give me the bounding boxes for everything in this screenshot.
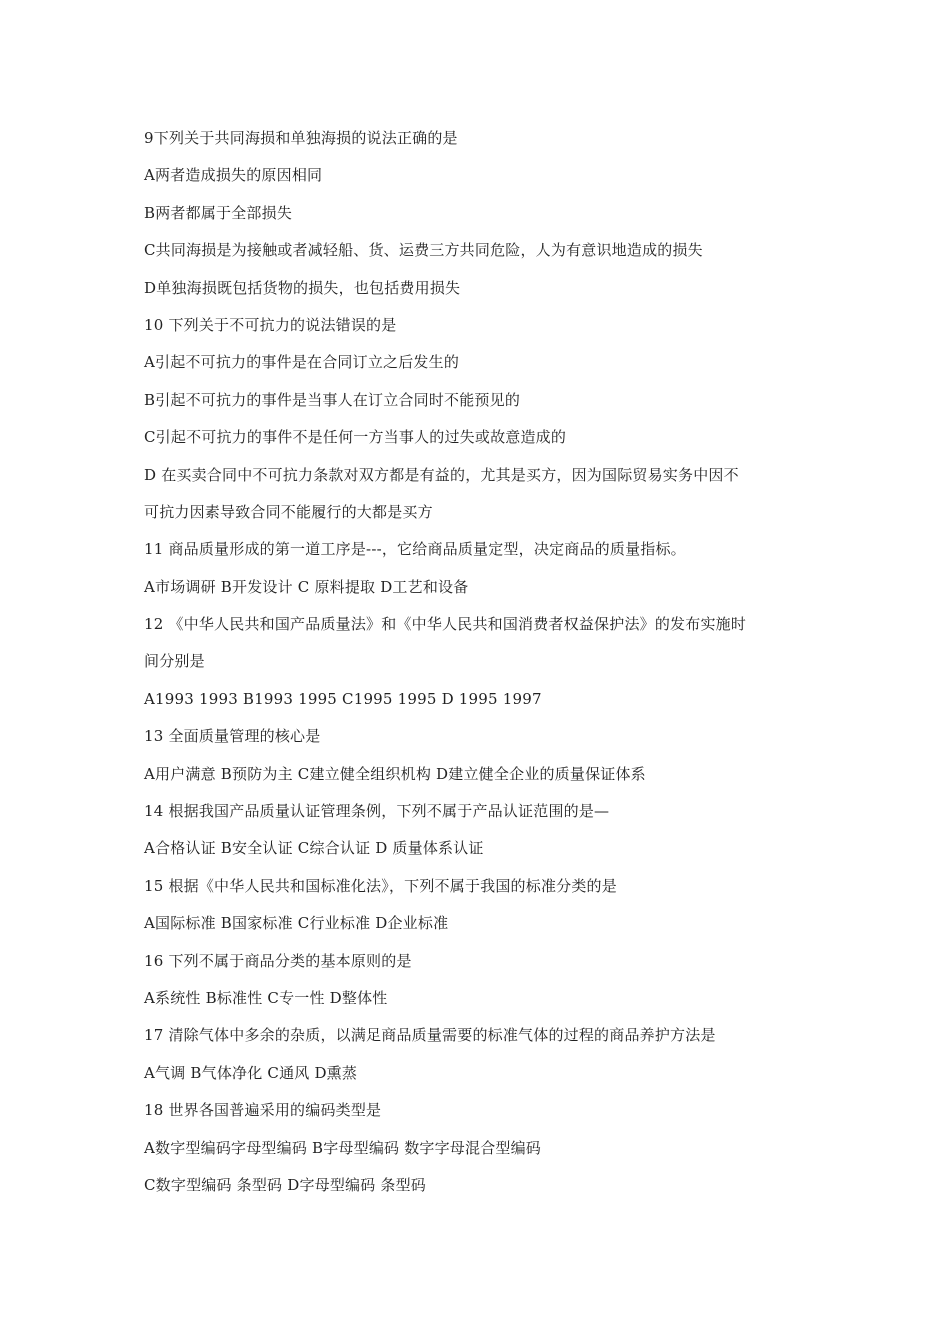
question-10-stem: 10 下列关于不可抗力的说法错误的是 [144, 315, 397, 334]
question-11-options: A市场调研 B开发设计 C 原料提取 D工艺和设备 [144, 577, 469, 596]
question-17-options: A气调 B气体净化 C通风 D熏蒸 [144, 1063, 358, 1082]
question-10-option-a: A引起不可抗力的事件是在合同订立之后发生的 [144, 353, 460, 372]
question-13-options: A用户满意 B预防为主 C建立健全组织机构 D建立健全企业的质量保证体系 [144, 764, 646, 783]
question-9-stem: 9下列关于共同海损和单独海损的说法正确的是 [144, 129, 458, 147]
question-10-option-d: D 在买卖合同中不可抗力条款对双方都是有益的，尤其是买方，因为国际贸易实务中因不 [144, 465, 739, 484]
question-10-option-b: B引起不可抗力的事件是当事人在订立合同时不能预见的 [144, 390, 521, 409]
document-body [144, 125, 824, 1209]
question-9-option-c: C共同海损是为接触或者减轻船、货、运费三方共同危险，人为有意识地造成的损失 [144, 241, 703, 260]
question-13-stem: 13 全面质量管理的核心是 [144, 727, 321, 746]
question-11-stem: 11 商品质量形成的第一道工序是---，它给商品质量定型，决定商品的质量指标。 [144, 540, 686, 559]
question-16-stem: 16 下列不属于商品分类的基本原则的是 [144, 951, 412, 970]
question-14-stem: 14 根据我国产品质量认证管理条例，下列不属于产品认证范围的是— [144, 802, 610, 821]
question-18-options-ab: A数字型编码字母型编码 B字母型编码 数字字母混合型编码 [144, 1138, 541, 1157]
question-10-option-c: C引起不可抗力的事件不是任何一方当事人的过失或故意造成的 [144, 428, 567, 447]
question-9-option-d: D单独海损既包括货物的损失，也包括费用损失 [144, 278, 461, 297]
question-9-option-b: B两者都属于全部损失 [144, 203, 293, 222]
question-10-option-d-continued: 可抗力因素导致合同不能履行的大都是买方 [144, 502, 433, 521]
question-14-options: A合格认证 B安全认证 C综合认证 D 质量体系认证 [144, 839, 484, 858]
question-18-stem: 18 世界各国普遍采用的编码类型是 [144, 1101, 382, 1120]
question-9-option-a: A两者造成损失的原因相同 [144, 166, 323, 185]
question-15-options: A国际标准 B国家标准 C行业标准 D企业标准 [144, 914, 449, 933]
question-15-stem: 15 根据《中华人民共和国标准化法》，下列不属于我国的标准分类的是 [144, 876, 617, 895]
question-18-options-cd: C数字型编码 条型码 D字母型编码 条型码 [144, 1175, 427, 1194]
question-12-stem: 12 《中华人民共和国产品质量法》和《中华人民共和国消费者权益保护法》的发布实施时 [144, 615, 747, 634]
question-12-stem-continued: 间分别是 [144, 652, 205, 671]
question-12-options: A1993 1993 B1993 1995 C1995 1995 D 1995 1997 [144, 689, 542, 708]
question-16-options: A系统性 B标准性 C专一性 D整体性 [144, 988, 388, 1007]
question-17-stem: 17 清除气体中多余的杂质，以满足商品质量需要的标准气体的过程的商品养护方法是 [144, 1026, 716, 1045]
